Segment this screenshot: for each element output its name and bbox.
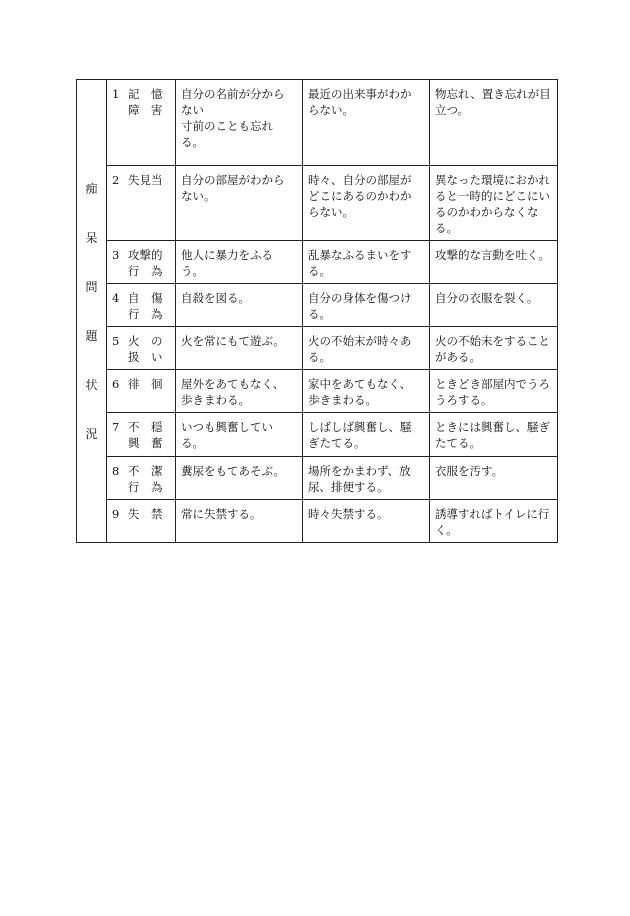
item-number: 8 <box>112 464 120 478</box>
severity-cell-1 <box>176 413 303 457</box>
dementia-problem-table <box>76 79 558 543</box>
severity-cell-1 <box>176 241 303 284</box>
cell-text: 自分の名前が分から ない 寸前のことも忘れ る。 <box>181 87 285 149</box>
severity-cell-3 <box>430 327 558 370</box>
severity-cell-2 <box>303 80 430 166</box>
severity-cell-3 <box>430 241 558 284</box>
table-row <box>77 457 558 500</box>
cell-text: 常に失禁する。 <box>181 507 262 521</box>
severity-cell-3 <box>430 284 558 327</box>
severity-cell-1 <box>176 80 303 166</box>
cell-text: 最近の出来事がわか らない。 <box>308 87 412 117</box>
item-cell <box>107 413 176 457</box>
cell-text: 時々、自分の部屋が どこにあるのかわか らない。 <box>308 173 412 219</box>
side-label-char: 況 <box>85 426 98 441</box>
item-cell <box>107 284 176 327</box>
item-number: 7 <box>112 420 120 434</box>
side-label-char: 題 <box>85 328 98 343</box>
item-name: 自 傷 <box>128 291 163 305</box>
cell-text: 糞尿をもてあそぶ。 <box>181 464 285 478</box>
cell-text: 自分の部屋がわから ない。 <box>181 173 285 203</box>
item-name: 不 潔 <box>128 464 163 478</box>
severity-cell-1 <box>176 284 303 327</box>
cell-text: 自分の身体を傷つけ る。 <box>308 291 412 321</box>
cell-text: 異なった環境におかれ ると一時的にどこにい るのかわからなくな る。 <box>435 173 550 235</box>
cell-text: 時々失禁する。 <box>308 507 389 521</box>
item-name: 扱 い <box>128 350 163 364</box>
table-row <box>77 241 558 284</box>
item-number: 5 <box>112 334 120 348</box>
item-name: 失見当 <box>128 173 163 187</box>
item-cell <box>107 457 176 500</box>
cell-text: 自殺を図る。 <box>181 291 250 305</box>
severity-cell-2 <box>303 284 430 327</box>
cell-text: ときどき部屋内でうろ うろする。 <box>435 377 550 407</box>
item-number: 2 <box>112 173 120 187</box>
cell-text: 自分の衣服を裂く。 <box>435 291 539 305</box>
severity-cell-3 <box>430 370 558 413</box>
item-number: 1 <box>112 87 120 101</box>
item-name: 行 為 <box>128 264 163 278</box>
item-name: 記 憶 <box>128 87 163 101</box>
cell-text: 家中をあてもなく、 歩きまわる。 <box>308 377 412 407</box>
severity-cell-2 <box>303 500 430 543</box>
table-row <box>77 166 558 241</box>
severity-cell-3 <box>430 457 558 500</box>
severity-cell-3 <box>430 413 558 457</box>
cell-text: 誘導すればトイレに行 く。 <box>435 507 550 537</box>
table-row <box>77 500 558 543</box>
item-cell <box>107 500 176 543</box>
item-name: 不 穏 <box>128 420 163 434</box>
cell-text: 攻撃的な言動を吐く。 <box>435 248 550 262</box>
side-label-char: 痴 <box>85 181 98 196</box>
cell-text: 衣服を汚す。 <box>435 464 504 478</box>
severity-cell-2 <box>303 457 430 500</box>
item-number: 6 <box>112 377 120 391</box>
item-name: 徘 徊 <box>128 377 163 391</box>
severity-cell-2 <box>303 413 430 457</box>
severity-cell-3 <box>430 80 558 166</box>
item-name: 行 為 <box>128 307 163 321</box>
cell-text: ときには興奮し、騒ぎ たてる。 <box>435 420 550 450</box>
side-label-char: 状 <box>85 377 98 392</box>
severity-cell-1 <box>176 327 303 370</box>
item-cell <box>107 166 176 241</box>
item-number: 4 <box>112 291 120 305</box>
item-name: 興 奮 <box>128 436 163 450</box>
table-row <box>77 413 558 457</box>
severity-cell-3 <box>430 166 558 241</box>
cell-text: しばしば興奮し、騒 ぎたてる。 <box>308 420 412 450</box>
side-label-char: 呆 <box>85 230 98 245</box>
table-row <box>77 284 558 327</box>
cell-text: 火の不始末が時々あ る。 <box>308 334 412 364</box>
severity-cell-3 <box>430 500 558 543</box>
cell-text: 物忘れ、置き忘れが目 立つ。 <box>435 87 551 117</box>
severity-cell-1 <box>176 457 303 500</box>
severity-cell-2 <box>303 166 430 241</box>
cell-text: 火の不始末をすること がある。 <box>435 334 550 364</box>
item-cell <box>107 241 176 284</box>
severity-cell-1 <box>176 370 303 413</box>
severity-cell-2 <box>303 370 430 413</box>
table-body <box>77 80 558 543</box>
severity-cell-2 <box>303 241 430 284</box>
table-row <box>77 370 558 413</box>
item-name: 行 為 <box>128 480 163 494</box>
item-cell <box>107 370 176 413</box>
cell-text: 他人に暴力をふる う。 <box>181 248 273 278</box>
severity-cell-1 <box>176 166 303 241</box>
item-name: 障 害 <box>128 103 163 117</box>
table-row <box>77 80 558 166</box>
item-cell <box>107 80 176 166</box>
severity-cell-1 <box>176 500 303 543</box>
cell-text: 火を常にもて遊ぶ。 <box>181 334 285 348</box>
item-number: 3 <box>112 248 120 262</box>
item-number: 9 <box>112 507 120 521</box>
dementia-status-label <box>77 80 107 543</box>
cell-text: 場所をかまわず、放 尿、排便する。 <box>308 464 411 494</box>
item-name: 攻撃的 <box>128 248 163 262</box>
table-row <box>77 327 558 370</box>
item-name: 失 禁 <box>128 507 163 521</box>
item-name: 火 の <box>128 334 163 348</box>
side-label-char: 問 <box>85 279 98 294</box>
cell-text: 乱暴なふるまいをす る。 <box>308 248 412 278</box>
cell-text: 屋外をあてもなく、 歩きまわる。 <box>181 377 285 407</box>
cell-text: いつも興奮してい る。 <box>181 420 273 450</box>
item-cell <box>107 327 176 370</box>
severity-cell-2 <box>303 327 430 370</box>
